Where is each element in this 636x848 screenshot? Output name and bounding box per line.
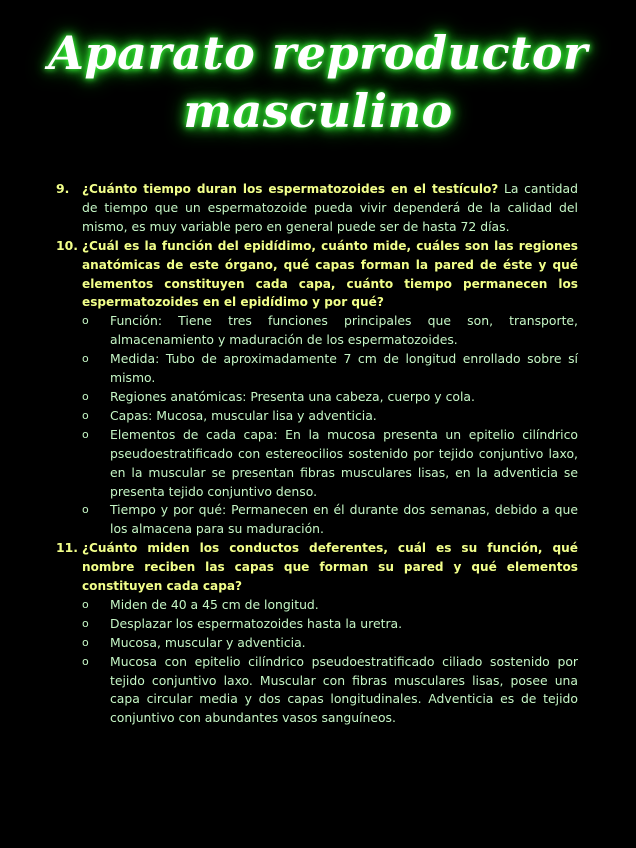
question-number: 10. (56, 237, 78, 253)
bullet-icon: o (82, 427, 89, 441)
answer-list-11 (56, 596, 578, 728)
bullet-icon: o (82, 654, 89, 668)
bullet-icon: o (82, 635, 89, 649)
question-9 (56, 180, 578, 237)
bullet-icon: o (82, 597, 89, 611)
question-text: ¿Cuánto miden los conductos deferentes, cuál es su función, qué nombre reciben las capas que forman su pared y qué elementos constituyen cada capa? (82, 541, 578, 594)
question-body (82, 539, 578, 596)
question-list (56, 180, 578, 728)
answer-list-10 (56, 312, 578, 539)
list-item-text: Función: Tiene tres funciones principales que son, transporte, almacenamiento y maduración de los espermatozoides. (110, 313, 578, 348)
question-text: ¿Cuál es la función del epidídimo, cuánto mide, cuáles son las regiones anatómicas de este órgano, qué capas forman la pared de éste y qué elementos constituyen cada capa, cuánto tiempo permanecen los espermatozoides en el epidídimo y por qué? (82, 238, 578, 310)
list-item-text: Capas: Mucosa, muscular lisa y adventicia. (110, 407, 377, 423)
list-item (82, 634, 578, 653)
list-item (82, 596, 578, 615)
question-body (82, 237, 578, 313)
list-item (82, 501, 578, 539)
bullet-icon: o (82, 352, 89, 366)
question-number: 11. (56, 540, 78, 556)
list-item-text: Mucosa, muscular y adventicia. (110, 634, 306, 650)
bullet-icon: o (82, 616, 89, 630)
question-text: ¿Cuánto tiempo duran los espermatozoides en el testículo? (82, 182, 499, 196)
list-item (82, 407, 578, 426)
list-item (82, 426, 578, 502)
title-line-2: masculino (183, 84, 453, 138)
bullet-icon: o (82, 503, 89, 517)
answer-text: La cantidad de tiempo que un espermatozoide pueda vivir dependerá de la calidad del mismo, es muy variable pero en general puede ser de hasta 72 días. (82, 181, 578, 234)
list-item (82, 350, 578, 388)
list-item (82, 312, 578, 350)
list-item (82, 615, 578, 634)
page-title (0, 24, 636, 140)
question-10 (56, 237, 578, 313)
question-11 (56, 539, 578, 596)
list-item-text: Desplazar los espermatozoides hasta la uretra. (110, 615, 403, 631)
list-item (82, 653, 578, 729)
list-item-text: Regiones anatómicas: Presenta una cabeza, cuerpo y cola. (110, 388, 475, 404)
list-item (82, 388, 578, 407)
question-body (82, 180, 578, 237)
list-item-text: Elementos de cada capa: En la mucosa presenta un epitelio cilíndrico pseudoestratificado con estereocilios sostenido por tejido conjuntivo laxo, en la muscular se presentan fibras musculares lisas, en la adventicia se presenta tejido conjuntivo denso. (110, 426, 578, 499)
bullet-icon: o (82, 408, 89, 422)
bullet-icon: o (82, 389, 89, 403)
title-line-1: Aparato reproductor (48, 26, 588, 80)
bullet-icon: o (82, 314, 89, 328)
question-number: 9. (56, 181, 70, 196)
list-item-text: Miden de 40 a 45 cm de longitud. (110, 596, 319, 612)
list-item-text: Tiempo y por qué: Permanecen en él durante dos semanas, debido a que los almacena para su maduración. (110, 502, 578, 537)
list-item-text: Mucosa con epitelio cilíndrico pseudoestratificado ciliado sostenido por tejido conjuntivo laxo. Muscular con fibras musculares lisas, posee una capa circular media y dos capas longitudinales. Adventicia es de tejido conjuntivo con abundantes vasos sanguíneos. (110, 653, 578, 726)
list-item-text: Medida: Tubo de aproximadamente 7 cm de longitud enrollado sobre sí mismo. (110, 351, 578, 386)
